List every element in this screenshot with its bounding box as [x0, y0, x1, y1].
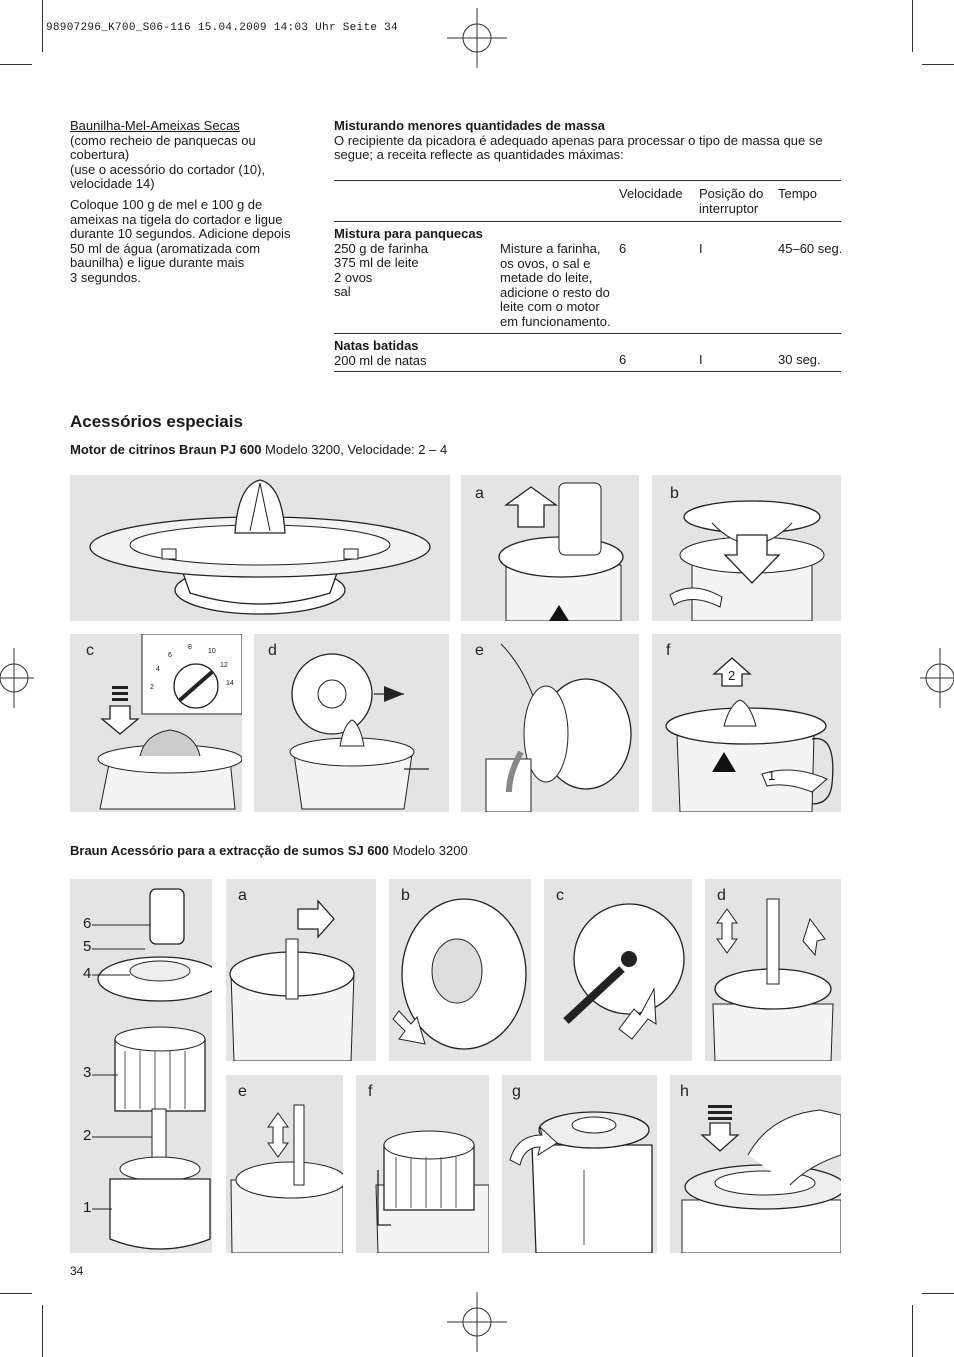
part-number: 3 — [83, 1064, 92, 1081]
juicer-step-d — [705, 879, 841, 1061]
step-number: 2 — [728, 668, 736, 683]
citrus-step-c-drawing — [70, 634, 242, 812]
citrus-step-b — [652, 475, 841, 621]
header-time: Tempo — [778, 186, 818, 201]
juicer-step-c-drawing — [544, 879, 692, 1061]
juicer-step-h-drawing — [670, 1075, 841, 1253]
table-row-cream — [334, 339, 534, 368]
juicer-step-b-drawing — [389, 879, 531, 1061]
ingredient: 2 ovos — [334, 269, 373, 285]
dial-label: 8 — [188, 644, 192, 651]
citrus-step-d — [254, 634, 449, 812]
citrus-title — [70, 443, 447, 458]
dial-label: 6 — [168, 652, 172, 659]
juicer-name: Braun Acessório para a extracção de sumos SJ 600 — [70, 843, 389, 858]
panel-letter: d — [717, 887, 726, 904]
recipe-body-line: ameixas na tigela do cortador e ligue — [70, 211, 283, 227]
table-row-pancake-ingredients — [334, 227, 499, 300]
panel-letter: f — [368, 1083, 373, 1100]
panel-letter: e — [238, 1083, 247, 1100]
crop-mark — [912, 0, 913, 52]
part-number: 5 — [83, 938, 92, 955]
citrus-detail: Modelo 3200, Velocidade: 2 – 4 — [261, 442, 448, 457]
ingredient: 250 g de farinha — [334, 240, 428, 256]
header-switch — [699, 187, 763, 216]
row-switch: I — [699, 241, 703, 256]
header-switch-line: Posição do — [699, 186, 764, 201]
recipe-line: (use o acessório do cortador (10), — [70, 161, 266, 177]
registration-mark-right — [920, 648, 954, 708]
ingredient: 200 ml de natas — [334, 352, 427, 368]
table-rule-row — [334, 333, 841, 334]
juicer-step-b — [389, 879, 531, 1061]
print-header: 98907296_K700_S06-116 15.04.2009 14:03 Uhr Seite 34 — [46, 22, 398, 34]
panel-letter: h — [680, 1083, 689, 1100]
method-line: adicione o resto do — [500, 284, 610, 300]
recipe-line: cobertura) — [70, 147, 130, 163]
panel-letter: f — [666, 642, 671, 659]
juicer-step-g — [502, 1075, 657, 1253]
part-number: 4 — [83, 965, 92, 982]
registration-mark-top — [447, 8, 507, 68]
part-number: 6 — [83, 915, 92, 932]
juicer-step-h — [670, 1075, 841, 1253]
citrus-step-b-drawing — [652, 475, 841, 621]
panel-letter: c — [86, 642, 94, 659]
panel-letter: d — [268, 642, 277, 659]
dial-label: 14 — [226, 680, 234, 687]
method-line: metade do leite, — [500, 270, 593, 286]
panel-letter: e — [475, 642, 484, 659]
registration-mark-left — [0, 648, 34, 708]
recipe-body-line: baunilha) e ligue durante mais — [70, 255, 245, 271]
citrus-step-a-drawing — [461, 475, 639, 621]
mixing-intro-line: O recipiente da picadora é adequado apenas para processar o tipo de massa que se — [334, 132, 823, 148]
citrus-step-c — [70, 634, 242, 812]
panel-letter: a — [238, 887, 247, 904]
row-time: 45–60 seg. — [778, 241, 843, 256]
header-switch-line: interruptor — [699, 200, 759, 216]
method-line: em funcionamento. — [500, 313, 611, 329]
recipe-body-line: Coloque 100 g de mel e 100 g de — [70, 196, 263, 212]
recipe-body-line: 3 segundos. — [70, 269, 141, 285]
citrus-step-e — [461, 634, 639, 812]
crop-mark — [42, 1305, 43, 1357]
panel-letter: g — [512, 1083, 521, 1100]
recipe-body-line: durante 10 segundos. Adicione depois — [70, 226, 291, 242]
recipe-line: velocidade 14) — [70, 176, 155, 192]
juicer-detail: Modelo 3200 — [388, 843, 468, 858]
crop-mark — [922, 64, 954, 65]
row-speed: 6 — [619, 241, 627, 256]
mixing-intro — [334, 119, 844, 163]
juicer-step-g-drawing — [502, 1075, 657, 1253]
step-number: 1 — [768, 768, 776, 783]
juicer-step-e — [226, 1075, 343, 1253]
dial-label: 12 — [220, 662, 228, 669]
recipe-block — [70, 119, 315, 286]
dial-label: 2 — [150, 684, 154, 691]
recipe-body-line: 50 ml de água (aromatizada com — [70, 240, 261, 256]
crop-mark — [0, 1293, 32, 1294]
juicer-step-a — [226, 879, 376, 1061]
citrus-step-e-drawing — [461, 634, 639, 812]
ingredient: 375 ml de leite — [334, 255, 419, 271]
crop-mark — [912, 1305, 913, 1357]
row-switch: I — [699, 352, 703, 367]
table-rule-header — [334, 221, 841, 222]
part-number: 2 — [83, 1127, 92, 1144]
citrus-step-f — [652, 634, 841, 812]
recipe-line: (como recheio de panquecas ou — [70, 132, 256, 148]
method-line: os ovos, o sal e — [500, 255, 591, 271]
row-name: Mistura para panquecas — [334, 226, 483, 241]
row-speed: 6 — [619, 352, 627, 367]
panel-letter: b — [670, 485, 679, 502]
part-number: 1 — [83, 1199, 92, 1216]
page-number: 34 — [70, 1264, 84, 1278]
juicer-step-f-drawing — [356, 1075, 489, 1253]
crop-mark — [42, 0, 43, 52]
citrus-step-d-drawing — [254, 634, 449, 812]
juicer-parts-illustration — [70, 879, 212, 1253]
header-speed: Velocidade — [619, 186, 683, 201]
table-rule-bottom — [334, 371, 841, 372]
panel-letter: a — [475, 485, 484, 502]
section-heading: Acessórios especiais — [70, 412, 243, 431]
crop-mark — [0, 64, 32, 65]
juicer-step-a-drawing — [226, 879, 376, 1061]
juicer-step-c — [544, 879, 692, 1061]
table-row-pancake-method — [500, 242, 620, 330]
ingredient: sal — [334, 284, 351, 300]
registration-mark-bottom — [447, 1292, 507, 1352]
juicer-step-f — [356, 1075, 489, 1253]
method-line: Misture a farinha, — [500, 241, 601, 256]
table-rule-top — [334, 180, 841, 181]
juicer-step-e-drawing — [226, 1075, 343, 1253]
citrus-step-a — [461, 475, 639, 621]
recipe-title: Baunilha-Mel-Ameixas Secas — [70, 118, 240, 133]
mixing-title: Misturando menores quantidades de massa — [334, 118, 605, 133]
method-line: leite com o motor — [500, 299, 600, 315]
citrus-overview-illustration — [70, 475, 450, 621]
row-time: 30 seg. — [778, 352, 821, 367]
dial-label: 4 — [156, 666, 160, 673]
juicer-step-d-drawing — [705, 879, 841, 1061]
juicer-title — [70, 844, 468, 859]
crop-mark — [922, 1293, 954, 1294]
citrus-step-f-drawing — [652, 634, 841, 812]
panel-letter: c — [556, 887, 564, 904]
row-name: Natas batidas — [334, 338, 419, 353]
mixing-intro-line: segue; a receita reflecte as quantidades máximas: — [334, 147, 624, 163]
citrus-name: Motor de citrinos Braun PJ 600 — [70, 442, 262, 457]
citrus-press-drawing — [70, 475, 450, 621]
panel-letter: b — [401, 887, 410, 904]
dial-label: 10 — [208, 648, 216, 655]
